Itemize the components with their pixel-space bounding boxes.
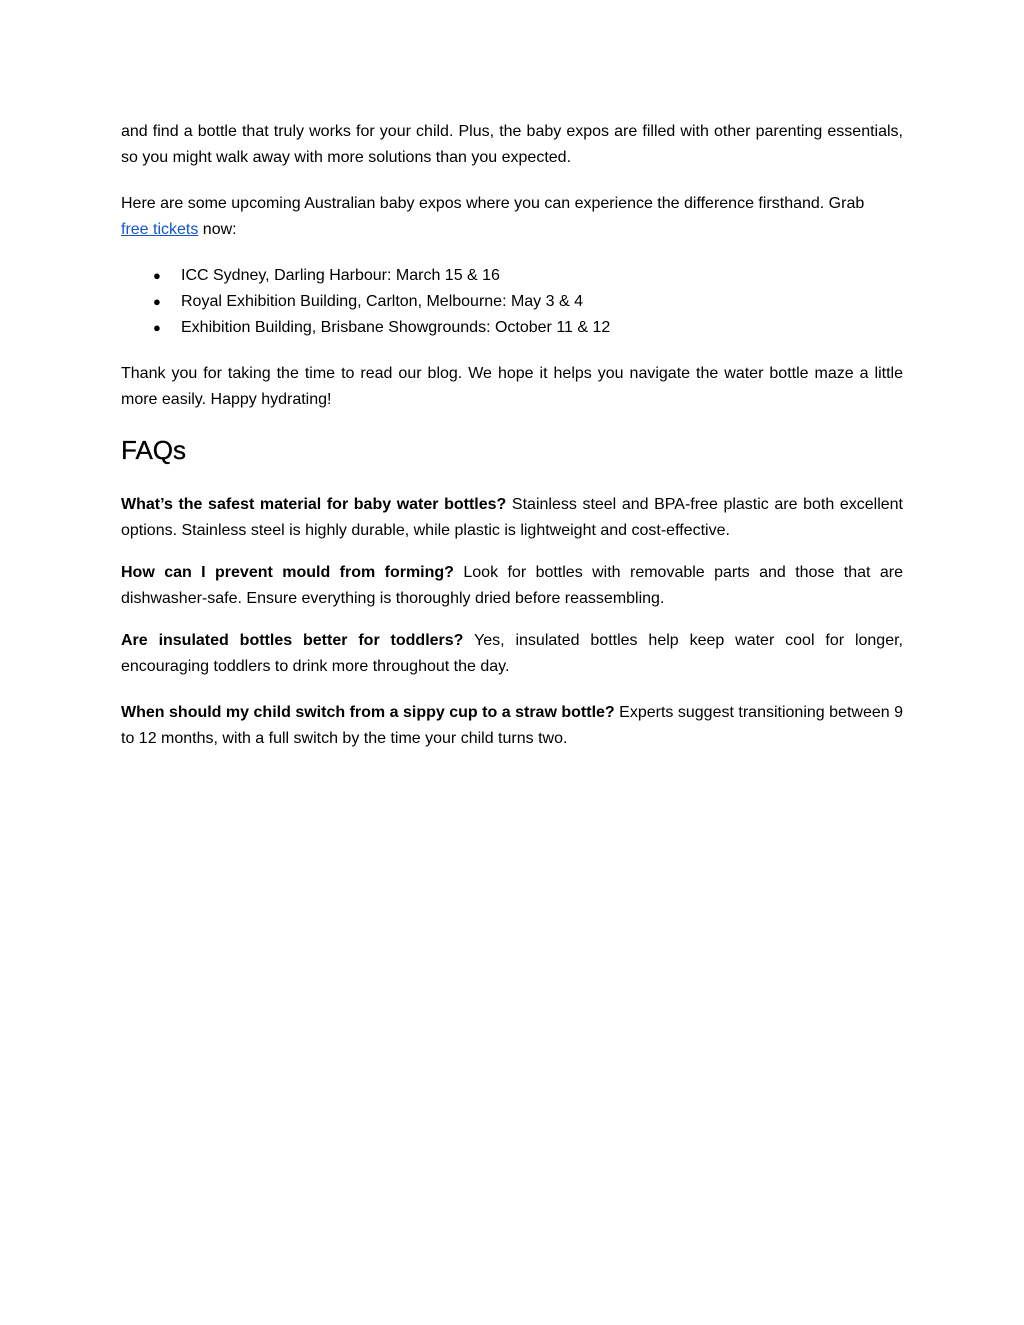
faq-answer: Yes, insulated bottles help keep water cool for longer, encouraging toddlers to drink more throughout the day. [121, 632, 903, 675]
bullet-icon: ● [153, 268, 161, 283]
document-page [121, 119, 903, 768]
expos-text-before: Here are some upcoming Australian baby expos where you can experience the difference firsthand. Grab [121, 195, 865, 212]
faq-question: What’s the safest material for baby water bottles? [121, 496, 507, 513]
expos-paragraph [121, 191, 903, 243]
list-item-text: Royal Exhibition Building, Carlton, Melbourne: May 3 & 4 [181, 293, 583, 310]
faq-answer: Experts suggest transitioning between 9 to 12 months, with a full switch by the time your child turns two. [121, 704, 904, 747]
faq-answer: Look for bottles with removable parts and those that are dishwasher-safe. Ensure everything is thoroughly dried before reassembling. [121, 564, 903, 607]
free-tickets-link[interactable]: free tickets [121, 221, 199, 238]
thanks-paragraph: Thank you for taking the time to read our blog. We hope it helps you navigate the water bottle maze a little more easily. Happy hydrating! [121, 365, 903, 408]
faq-item [121, 628, 903, 680]
faq-question: Are insulated bottles better for toddlers? [121, 632, 464, 649]
faq-answer: Stainless steel and BPA-free plastic are both excellent options. Stainless steel is highly durable, while plastic is lightweight and cost-effective. [121, 496, 903, 539]
list-item-text: Exhibition Building, Brisbane Showgrounds: October 11 & 12 [181, 319, 611, 336]
faq-item [121, 492, 903, 544]
bullet-icon: ● [153, 320, 161, 335]
intro-paragraph: and find a bottle that truly works for your child. Plus, the baby expos are filled with other parenting essentials, so you might walk away with more solutions than you expected. [121, 123, 903, 166]
expos-text-after: now: [198, 221, 237, 238]
faq-item [121, 560, 903, 612]
faqs-heading: FAQs [121, 435, 187, 465]
expo-list [121, 263, 903, 341]
faq-question: How can I prevent mould from forming? [121, 564, 454, 581]
faq-item [121, 700, 903, 752]
list-item [121, 263, 903, 289]
list-item-text: ICC Sydney, Darling Harbour: March 15 & 16 [181, 267, 500, 284]
faq-question: When should my child switch from a sippy cup to a straw bottle? [121, 704, 615, 721]
bullet-icon: ● [153, 294, 161, 309]
list-item [121, 315, 903, 341]
list-item [121, 289, 903, 315]
